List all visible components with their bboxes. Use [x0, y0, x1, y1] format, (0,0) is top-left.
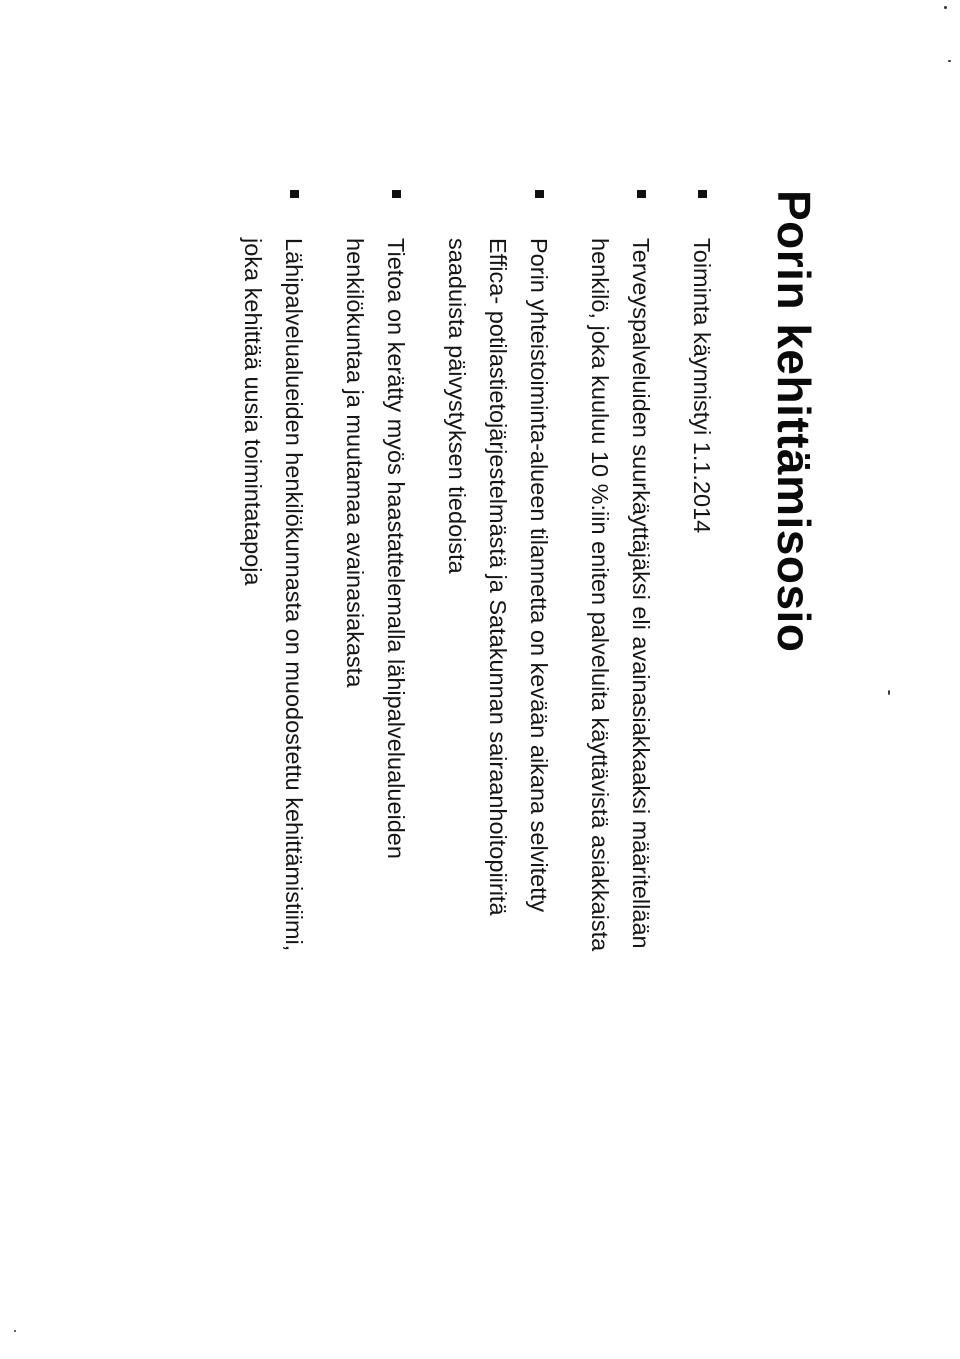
bullet-item: [436, 190, 559, 1310]
bullet-text-line: Tietoa on kerätty myös haastattelemalla lähipalvelualueiden: [383, 238, 409, 859]
scan-speck: [948, 60, 951, 62]
scan-speck: [944, 6, 947, 9]
scan-speck: [14, 1330, 16, 1332]
bullet-text-line: henkilökuntaa ja muutamaa avainasiakasta: [342, 238, 368, 688]
square-bullet-icon: [698, 190, 707, 198]
square-bullet-icon: [290, 190, 299, 198]
bullet-item: [579, 190, 661, 1310]
bullet-list: [212, 190, 722, 1310]
bullet-text-line: joka kehittää uusia toimintatapoja: [240, 238, 266, 586]
bullet-item: [232, 190, 314, 1310]
bullet-text-line: henkilö, joka kuuluu 10 %:iin eniten palveluita käyttävistä asiakkaista: [587, 238, 613, 952]
square-bullet-icon: [535, 190, 544, 198]
square-bullet-icon: [637, 190, 646, 198]
slide-content: [240, 190, 822, 1310]
bullet-item: [681, 190, 722, 1310]
bullet-text-line: Effica- potilastietojärjestelmästä ja Satakunnan sairaanhoitopiiritä: [485, 238, 511, 916]
bullet-text-line: saaduista päivystyksen tiedoista: [444, 238, 470, 574]
bullet-text-line: Terveyspalveluiden suurkäyttäjäksi eli avainasiakkaaksi määritellään: [628, 238, 654, 949]
bullet-item: [334, 190, 416, 1310]
scan-speck: [888, 690, 890, 695]
bullet-text-line: Toiminta käynnistyi 1.1.2014: [689, 238, 715, 534]
bullet-text-line: Porin yhteistoiminta-alueen tilannetta on kevään aikana selvitetty: [526, 238, 552, 913]
square-bullet-icon: [392, 190, 401, 198]
page-title: Porin kehittämisosio: [768, 190, 820, 653]
bullet-text-line: Lähipalvelualueiden henkilökunnasta on muodostettu kehittämistiimi,: [281, 238, 307, 952]
